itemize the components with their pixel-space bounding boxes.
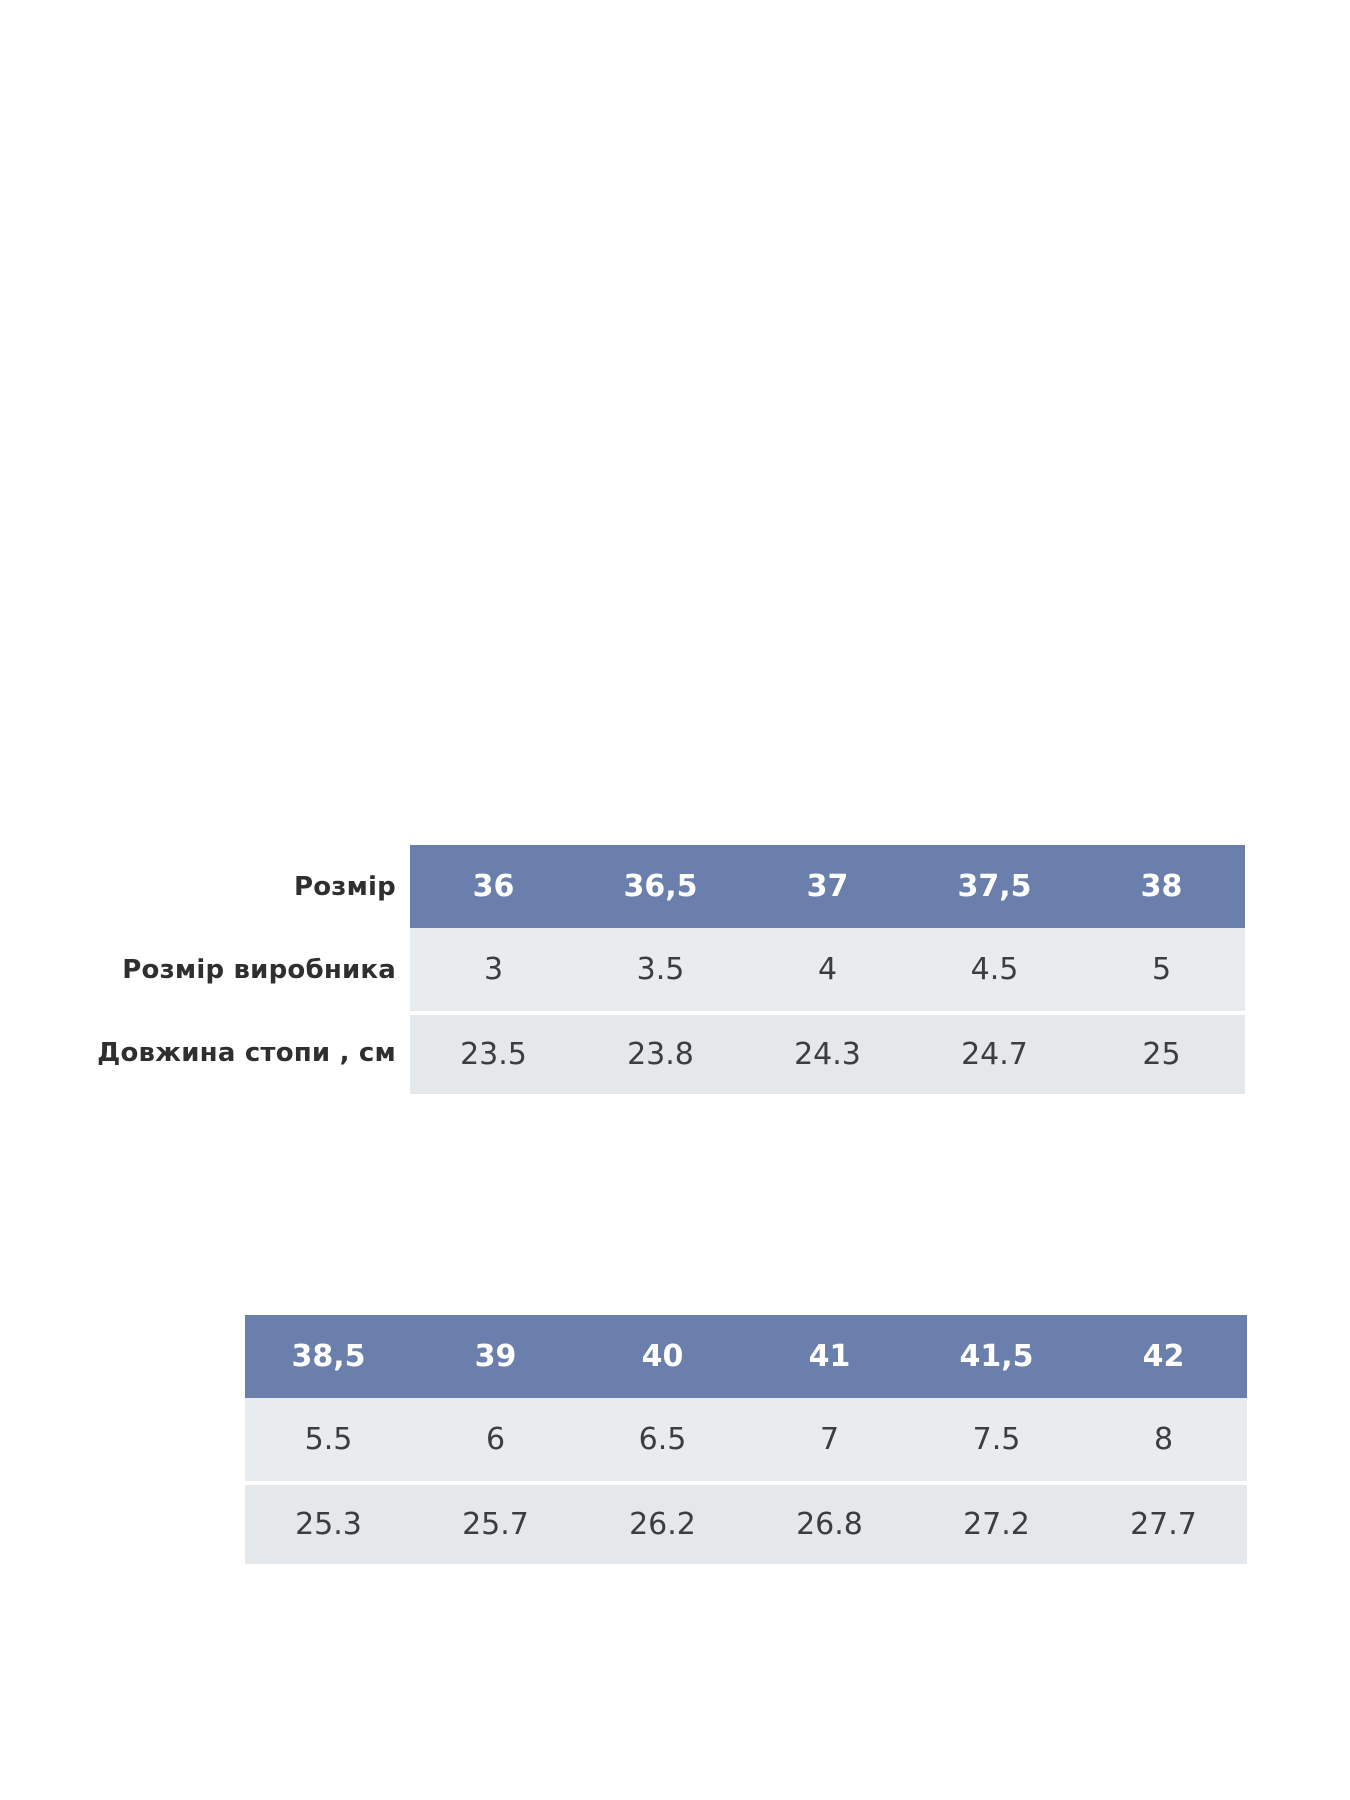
table-cell: 8 bbox=[1080, 1398, 1247, 1481]
table-cell: 4.5 bbox=[911, 928, 1078, 1011]
header-cell: 41,5 bbox=[913, 1315, 1080, 1398]
size-chart-primary bbox=[40, 845, 1245, 1094]
header-cell: 40 bbox=[579, 1315, 746, 1398]
header-cell: 41 bbox=[746, 1315, 913, 1398]
header-cell: 36 bbox=[410, 845, 577, 928]
table-cell: 5.5 bbox=[245, 1398, 412, 1481]
table-cell: 26.2 bbox=[579, 1481, 746, 1564]
header-cell: 36,5 bbox=[577, 845, 744, 928]
table-cell: 6 bbox=[412, 1398, 579, 1481]
table-cell: 7 bbox=[746, 1398, 913, 1481]
header-cell: 39 bbox=[412, 1315, 579, 1398]
header-cell: 38 bbox=[1078, 845, 1245, 928]
table-cell: 25.7 bbox=[412, 1481, 579, 1564]
table-cell: 23.8 bbox=[577, 1011, 744, 1094]
table-row bbox=[40, 928, 1245, 1011]
row-label-foot-length: Довжина стопи , см bbox=[40, 1011, 410, 1094]
row-label-manufacturer-size: Розмір виробника bbox=[40, 928, 410, 1011]
size-chart-secondary bbox=[245, 1315, 1247, 1564]
table-cell: 24.7 bbox=[911, 1011, 1078, 1094]
table-cell: 3 bbox=[410, 928, 577, 1011]
row-label-size: Розмір bbox=[40, 845, 410, 928]
table-row bbox=[245, 1481, 1247, 1564]
table-cell: 6.5 bbox=[579, 1398, 746, 1481]
table-cell: 4 bbox=[744, 928, 911, 1011]
table-cell: 26.8 bbox=[746, 1481, 913, 1564]
header-cell: 37,5 bbox=[911, 845, 1078, 928]
table-cell: 3.5 bbox=[577, 928, 744, 1011]
table-cell: 25 bbox=[1078, 1011, 1245, 1094]
table-cell: 23.5 bbox=[410, 1011, 577, 1094]
table-cell: 25.3 bbox=[245, 1481, 412, 1564]
table-cell: 7.5 bbox=[913, 1398, 1080, 1481]
table-row bbox=[245, 1398, 1247, 1481]
table-cell: 24.3 bbox=[744, 1011, 911, 1094]
table-cell: 27.2 bbox=[913, 1481, 1080, 1564]
table-header-row bbox=[40, 845, 1245, 928]
table-row bbox=[40, 1011, 1245, 1094]
header-cell: 38,5 bbox=[245, 1315, 412, 1398]
header-cell: 42 bbox=[1080, 1315, 1247, 1398]
table-cell: 5 bbox=[1078, 928, 1245, 1011]
table-header-row bbox=[245, 1315, 1247, 1398]
header-cell: 37 bbox=[744, 845, 911, 928]
table-cell: 27.7 bbox=[1080, 1481, 1247, 1564]
